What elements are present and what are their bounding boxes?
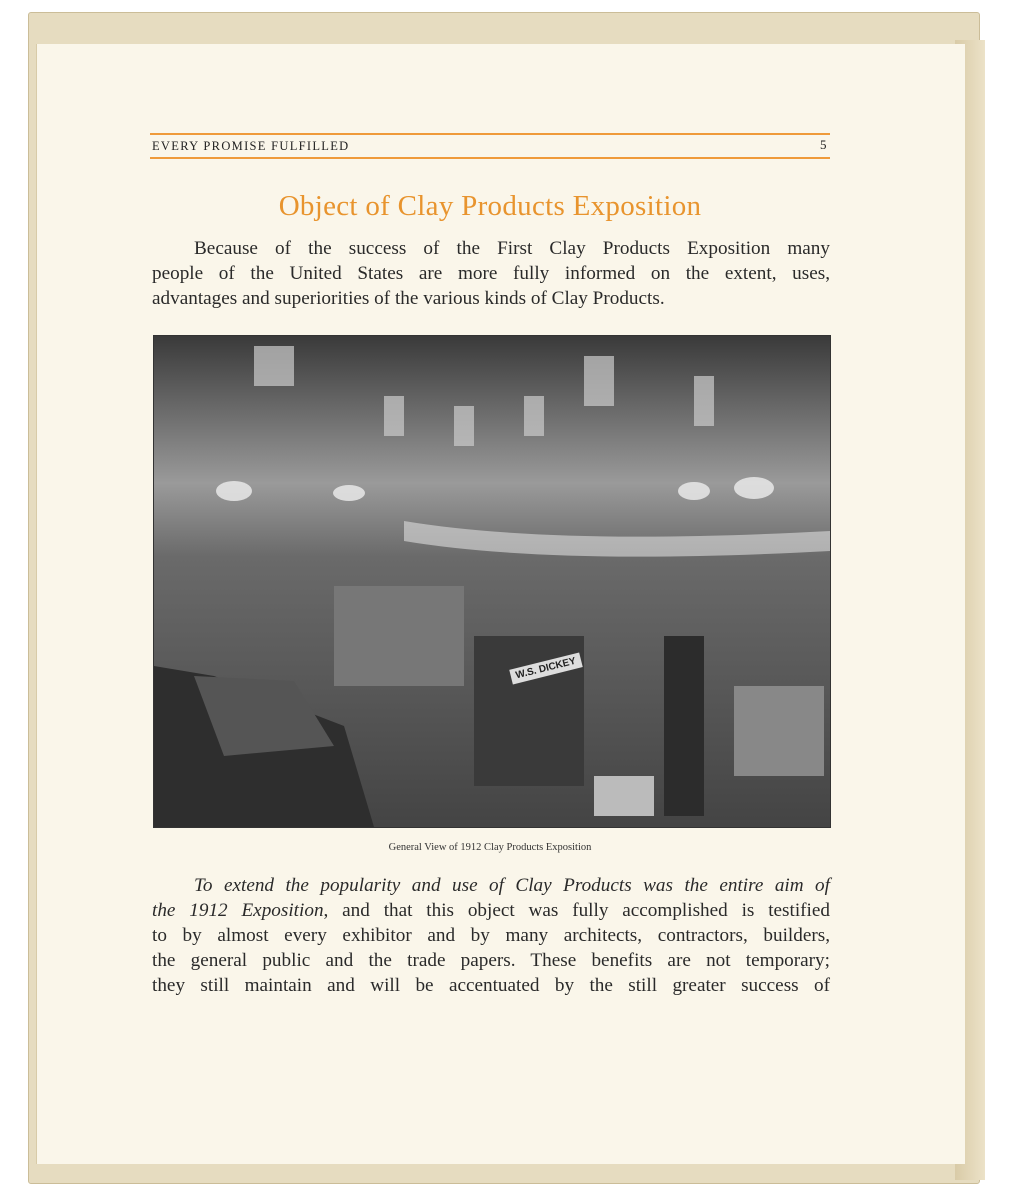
- exposition-photo: [153, 335, 831, 828]
- body-line: they still maintain and will be accentuated by the still greater success of: [152, 975, 830, 996]
- body-line: to by almost every exhibitor and by many architects, contractors, builders,: [152, 925, 830, 946]
- body-line: the general public and the trade papers. These benefits are not temporary;: [152, 950, 830, 971]
- intro-line: Because of the success of the First Clay Products Exposition many: [194, 238, 830, 259]
- body-text: , and that this object was fully accomplished is testified: [323, 900, 831, 921]
- page-number: 5: [820, 137, 827, 152]
- page-title: Object of Clay Products Exposition: [278, 190, 702, 222]
- header-rule-bottom: [150, 157, 830, 159]
- body-italic: the 1912 Exposition: [152, 900, 324, 921]
- intro-paragraph: [152, 236, 830, 311]
- photo-caption: General View of 1912 Clay Products Exposition: [388, 842, 592, 853]
- body-line: To extend the popularity and use of Clay Products was the entire aim of: [194, 875, 830, 896]
- body-line: [152, 898, 830, 923]
- running-title: EVERY PROMISE FULFILLED: [152, 139, 350, 153]
- intro-line: people of the United States are more fully informed on the extent, uses,: [152, 263, 830, 284]
- photo-sign-dickey: W.S. DICKEY: [509, 653, 582, 685]
- body-paragraph: [152, 873, 830, 998]
- exposition-hall-image: [154, 336, 830, 827]
- intro-line: advantages and superiorities of the various kinds of Clay Products.: [152, 288, 665, 309]
- header-rule-top: [150, 133, 830, 135]
